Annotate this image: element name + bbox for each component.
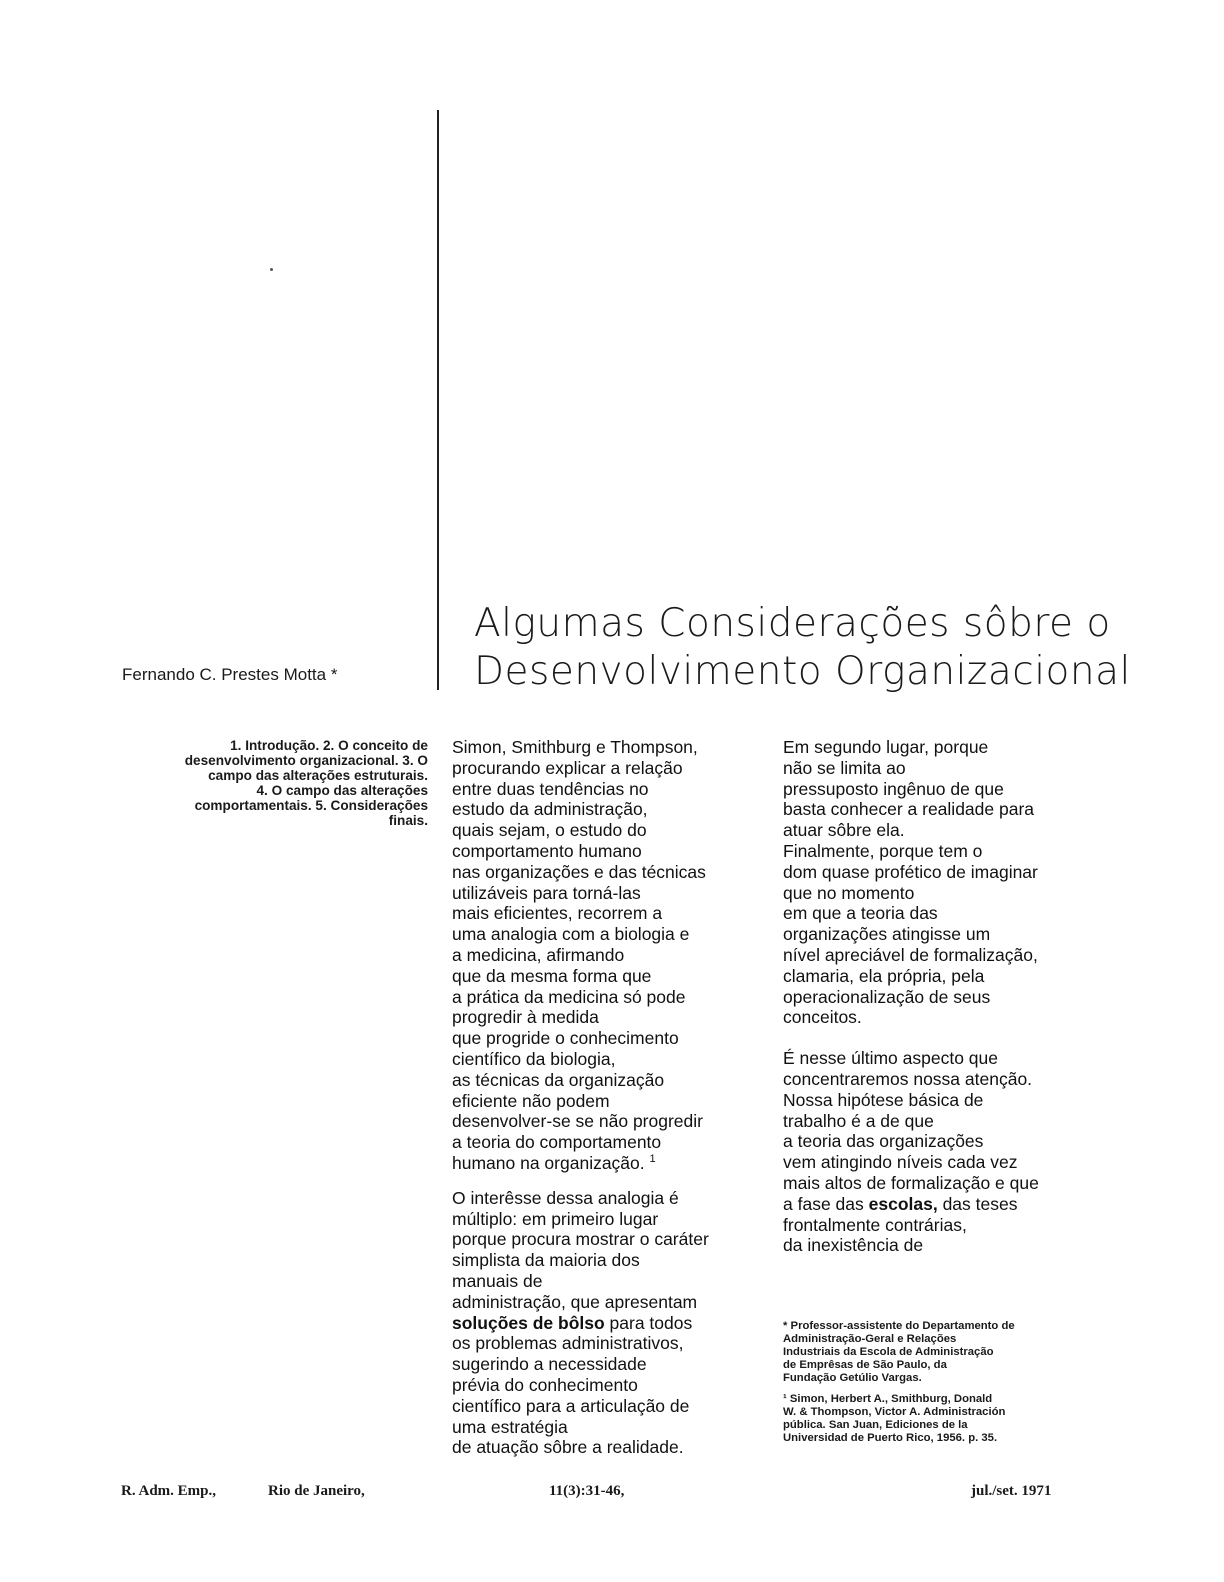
text-line: uma estratégia (452, 1416, 568, 1437)
text-line: procurando explicar a relação (452, 757, 683, 778)
text-line: que no momento (783, 882, 915, 903)
text-line: as técnicas da organização (452, 1069, 665, 1090)
text-line: Simon, Smithburg e Thompson, (452, 737, 698, 757)
text-line: pressuposto ingênuo de que (783, 778, 1004, 799)
paragraph-1 (452, 737, 772, 1174)
text-line (452, 1153, 772, 1174)
footer-date: jul./set. 1971 (971, 1483, 1052, 1499)
text-line: sugerindo a necessidade (452, 1354, 647, 1375)
text-line: clamaria, ela própria, pela (783, 965, 985, 986)
text-line: múltiplo: em primeiro lugar (452, 1208, 659, 1229)
text-line: nas organizações e das técnicas (452, 861, 706, 882)
article-title (474, 600, 1154, 696)
text-line: comportamento humano (452, 840, 642, 861)
text-line: trabalho é a de que (783, 1110, 934, 1131)
bold-phrase: escolas, (868, 1193, 938, 1214)
text-span: a fase das (783, 1193, 869, 1214)
text-line: da inexistência de (783, 1235, 924, 1256)
vertical-rule (437, 110, 439, 690)
text-line: que progride o conhecimento (452, 1028, 679, 1049)
footer-journal: R. Adm. Emp., (121, 1483, 217, 1499)
summary-line: desenvolvimento organizacional. 3. O (184, 753, 428, 768)
body-column-2 (783, 737, 1103, 1256)
footnote-line: de Emprêsas de São Paulo, da (783, 1359, 947, 1371)
text-line: a teoria do comportamento (452, 1132, 662, 1153)
paragraph-2 (452, 1188, 772, 1458)
footnote-author (783, 1320, 1093, 1385)
footnote-line: Fundação Getúlio Vargas. (783, 1372, 922, 1384)
text-line: uma analogia com a biologia e (452, 924, 690, 945)
footer-city: Rio de Janeiro, (268, 1483, 365, 1499)
footnote-reference[interactable]: 1 (649, 1153, 656, 1166)
footnote-line: pública. San Juan, Ediciones de la (783, 1419, 968, 1431)
footnotes (783, 1320, 1093, 1445)
footnote-line: Universidad de Puerto Rico, 1956. p. 35. (783, 1432, 998, 1444)
text-line: científico para a articulação de (452, 1395, 690, 1416)
text-line: basta conhecer a realidade para (783, 799, 1035, 820)
text-line: a teoria das organizações (783, 1131, 984, 1152)
text-line: mais altos de formalização e que (783, 1172, 1039, 1193)
bold-phrase: soluções de bôlso (452, 1312, 605, 1333)
text-line: Finalmente, porque tem o (783, 840, 983, 861)
footnote-line: Industriais da Escola de Administração (783, 1346, 994, 1358)
summary-block (110, 738, 428, 828)
footnote-1 (783, 1393, 1093, 1445)
footnote-line: W. & Thompson, Victor A. Administración (783, 1406, 1006, 1418)
text-line: quais sejam, o estudo do (452, 820, 647, 841)
text-line: a medicina, afirmando (452, 944, 625, 965)
footnote-line: ¹ Simon, Herbert A., Smithburg, Donald (783, 1393, 993, 1405)
text-line: entre duas tendências no (452, 778, 649, 799)
text-line (452, 1313, 772, 1334)
author-name: Fernando C. Prestes Motta * (122, 665, 338, 684)
text-line: Nossa hipótese básica de (783, 1089, 984, 1110)
text-line (783, 1194, 1103, 1215)
title-line-2: Desenvolvimento Organizacional (474, 649, 1131, 694)
text-line: a prática da medicina só pode (452, 986, 686, 1007)
text-line: nível apreciável de formalização, (783, 944, 1038, 965)
text-span: das teses (937, 1193, 1018, 1214)
text-line: É nesse último aspecto que (783, 1048, 998, 1069)
text-line: atuar sôbre ela. (783, 820, 905, 841)
text-line: vem atingindo níveis cada vez (783, 1152, 1018, 1173)
text-line: operacionalização de seus (783, 986, 991, 1007)
text-line: não se limita ao (783, 757, 906, 778)
summary-line: campo das alterações estruturais. (208, 768, 428, 783)
text-line: em que a teoria das (783, 903, 938, 924)
text-line: frontalmente contrárias, (783, 1214, 967, 1235)
text-line: estudo da administração, (452, 799, 648, 820)
footer-volume: 11(3):31-46, (549, 1483, 625, 1499)
text-line: desenvolver-se se não progredir (452, 1111, 703, 1132)
paragraph-3 (783, 737, 1103, 1028)
text-line: porque procura mostrar o caráter (452, 1229, 709, 1250)
text-line: Em segundo lugar, porque (783, 737, 989, 757)
text-line: O interêsse dessa analogia é (452, 1187, 679, 1208)
text-line: eficiente não podem (452, 1090, 610, 1111)
text-line: mais eficientes, recorrem a (452, 903, 663, 924)
text-line: progredir à medida (452, 1007, 599, 1028)
footnote-line: Administração-Geral e Relações (783, 1333, 957, 1345)
text-line: conceitos. (783, 1007, 862, 1028)
summary-line: 4. O campo das alterações (256, 783, 428, 798)
print-speck (270, 268, 273, 271)
summary-line: 1. Introdução. 2. O conceito de (230, 738, 428, 753)
text-line: dom quase profético de imaginar (783, 861, 1038, 882)
paragraph-4 (783, 1048, 1103, 1256)
body-column-1 (452, 737, 772, 1458)
text-line: utilizáveis para torná-las (452, 882, 641, 903)
footnote-line: * Professor-assistente do Departamento de (783, 1320, 1015, 1332)
text-line: organizações atingisse um (783, 924, 991, 945)
text-line: de atuação sôbre a realidade. (452, 1437, 684, 1458)
text-line: simplista da maioria dos (452, 1250, 640, 1271)
text-line: concentraremos nossa atenção. (783, 1068, 1033, 1089)
text-line: que da mesma forma que (452, 965, 652, 986)
text-line: os problemas administrativos, (452, 1333, 684, 1354)
text-line: prévia do conhecimento (452, 1374, 638, 1395)
title-line-1: Algumas Considerações sôbre o (474, 601, 1111, 646)
text-line: científico da biologia, (452, 1048, 616, 1069)
summary-line: comportamentais. 5. Considerações (194, 798, 428, 813)
text-span: para todos (604, 1312, 693, 1333)
summary-line: finais. (388, 813, 428, 828)
text-span: humano na organização. (452, 1152, 645, 1173)
text-line: administração, que apresentam (452, 1291, 698, 1312)
text-line: manuais de (452, 1270, 543, 1291)
